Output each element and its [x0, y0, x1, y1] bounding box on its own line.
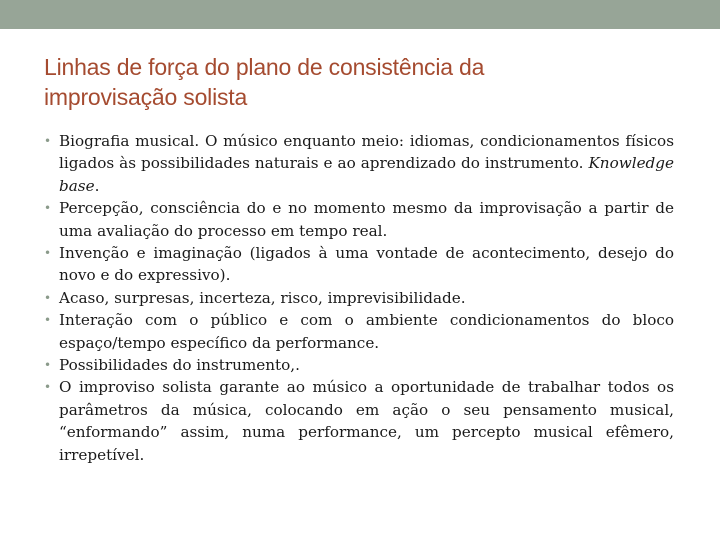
- bullet-text: Biografia musical. O músico enquanto meio: idiomas, condicionamentos físicos ligados às possibilidades naturais e ao aprendizado do instrumento.: [59, 132, 674, 173]
- bullet-item-invencao: [44, 242, 674, 287]
- slide-title: [44, 52, 684, 112]
- bullet-item-percepcao: [44, 197, 674, 242]
- bullet-text: Possibilidades do instrumento,.: [59, 356, 300, 375]
- bullet-icon: •: [44, 201, 52, 216]
- bullet-item-improviso: [44, 376, 674, 466]
- slide-title-line-1: Linhas de força do plano de consistência da: [44, 54, 485, 80]
- bullet-item-acaso: [44, 287, 674, 309]
- bullet-text: O improviso solista garante ao músico a oportunidade de trabalhar todos os parâmetros da música, colocando em ação o seu pensamento musical, “enformando” assim, numa performance, um percepto musical efêmero, irrepetível.: [59, 378, 674, 464]
- bullet-icon: •: [44, 358, 52, 373]
- bullet-icon: •: [44, 290, 52, 305]
- bullet-item-possibilidades: [44, 354, 674, 376]
- bullet-item-interacao: [44, 309, 674, 354]
- bullet-icon: •: [44, 246, 52, 261]
- bullet-text-italic: Knowledge base: [59, 154, 674, 195]
- top-decorative-band: [0, 0, 720, 29]
- bullet-text-tail: .: [94, 176, 100, 195]
- bullet-icon: •: [44, 134, 52, 148]
- bullet-text: Acaso, surpresas, incerteza, risco, imprevisibilidade.: [59, 288, 466, 307]
- bullet-icon: •: [44, 380, 52, 395]
- bullet-text: Interação com o público e com o ambiente condicionamentos do bloco espaço/tempo específico da performance.: [59, 311, 674, 352]
- bullet-list: [44, 130, 674, 466]
- slide-title-line-2: improvisação solista: [44, 84, 248, 110]
- bullet-icon: •: [44, 313, 52, 328]
- bullet-item-biografia: [44, 130, 674, 197]
- bullet-text: Percepção, consciência do e no momento mesmo da improvisação a partir de uma avaliação do processo em tempo real.: [59, 199, 674, 240]
- bullet-text: Invenção e imaginação (ligados à uma vontade de acontecimento, desejo do novo e do expressivo).: [59, 244, 674, 285]
